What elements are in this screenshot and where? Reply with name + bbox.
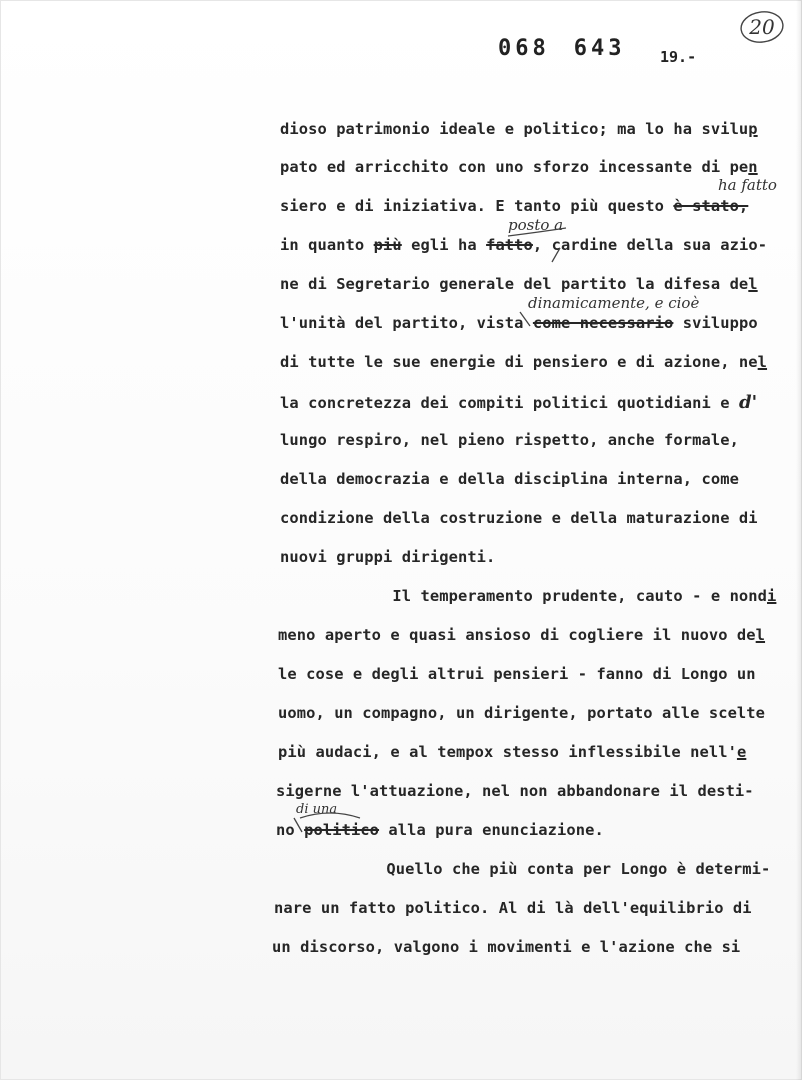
text-line <box>280 120 802 138</box>
line-text: della democrazia e della disciplina interna, come <box>280 470 739 488</box>
page-number: 19.- <box>660 48 697 66</box>
text-line <box>272 938 802 956</box>
annotation-dinamicamente: dinamicamente, e cioè <box>528 294 700 312</box>
line-text: , cardine della sua azio- <box>532 236 768 254</box>
underlined-char: p <box>748 120 758 138</box>
line-text: l'unità del partito, vista <box>280 314 533 332</box>
text-line <box>274 899 802 917</box>
underlined-char: l <box>757 353 768 371</box>
text-line <box>278 665 802 683</box>
text-line <box>280 392 802 413</box>
struck-text: fatto <box>486 236 533 254</box>
text-line <box>280 353 802 371</box>
text-line <box>276 821 802 839</box>
handwritten-page-stamp <box>738 8 786 46</box>
line-text: le cose e degli altrui pensieri - fanno di Longo un <box>278 665 756 683</box>
archive-number-b: 643 <box>573 36 626 61</box>
line-text: uomo, un compagno, un dirigente, portato alle scelte <box>278 704 766 722</box>
underlined-char: l <box>755 626 766 644</box>
struck-text: più <box>373 236 402 254</box>
underlined-char: i <box>767 587 777 605</box>
text-line <box>278 704 802 722</box>
text-line <box>278 743 802 761</box>
text-line <box>280 548 802 566</box>
line-text: siero e di iniziativa. E tanto più questo <box>280 197 674 215</box>
stamp-number: 20 <box>749 15 775 39</box>
struck-text: politico <box>304 821 380 839</box>
line-text: più audaci, e al tempox stesso inflessibile nell' <box>278 743 737 761</box>
line-text: ne di Segretario generale del partito la difesa de <box>280 275 749 293</box>
text-line <box>280 509 802 527</box>
text-line <box>276 782 802 800</box>
line-text: Quello che più conta per Longo è determi- <box>274 860 771 878</box>
underlined-char: n <box>748 158 758 176</box>
text-line <box>280 236 802 254</box>
line-text: sigerne l'attuazione, nel non abbandonare il desti- <box>276 782 754 800</box>
line-text: nare un fatto politico. Al di là dell'equilibrio di <box>274 899 752 917</box>
archive-number-a: 068 <box>498 36 550 61</box>
annotation-posto-a: posto a <box>508 216 564 234</box>
text-line <box>280 197 802 215</box>
text-line <box>280 158 802 176</box>
line-text: la concretezza dei compiti politici quotidiani e <box>280 394 739 412</box>
annotation-di-una: di una <box>296 802 338 817</box>
text-line <box>274 860 802 878</box>
line-text: dioso patrimonio ideale e politico; ma lo ha svilu <box>280 120 749 138</box>
line-text: di tutte le sue energie di pensiero e di azione, ne <box>280 353 758 371</box>
struck-text: è stato, <box>673 197 749 215</box>
line-text: Il temperamento prudente, cauto - e nond <box>280 587 768 605</box>
line-text: condizione della costruzione e della maturazione di <box>280 509 758 527</box>
text-line <box>278 626 802 644</box>
handwritten-insert: d' <box>738 392 758 413</box>
text-line <box>280 470 802 488</box>
struck-text: come necessario <box>532 314 674 332</box>
line-text: meno aperto e quasi ansioso di cogliere il nuovo de <box>278 626 756 644</box>
text-line <box>280 314 802 332</box>
text-line <box>280 431 802 449</box>
line-text: nuovi gruppi dirigenti. <box>280 548 496 566</box>
line-text: no <box>276 821 305 839</box>
annotation-ha-fatto: ha fatto <box>718 176 777 194</box>
line-text: egli ha <box>401 236 487 254</box>
archive-number <box>498 36 626 61</box>
line-text: alla pura enunciazione. <box>379 821 604 839</box>
text-line <box>280 275 802 293</box>
line-text: sviluppo <box>673 314 758 332</box>
text-line <box>280 587 802 605</box>
line-text: pato ed arricchito con uno sforzo incessante di pe <box>280 158 749 176</box>
line-text: un discorso, valgono i movimenti e l'azione che si <box>272 938 741 956</box>
line-text: in quanto <box>280 236 374 254</box>
line-text: lungo respiro, nel pieno rispetto, anche formale, <box>280 431 739 449</box>
underlined-char: e <box>736 743 747 761</box>
underlined-char: l <box>748 275 758 293</box>
